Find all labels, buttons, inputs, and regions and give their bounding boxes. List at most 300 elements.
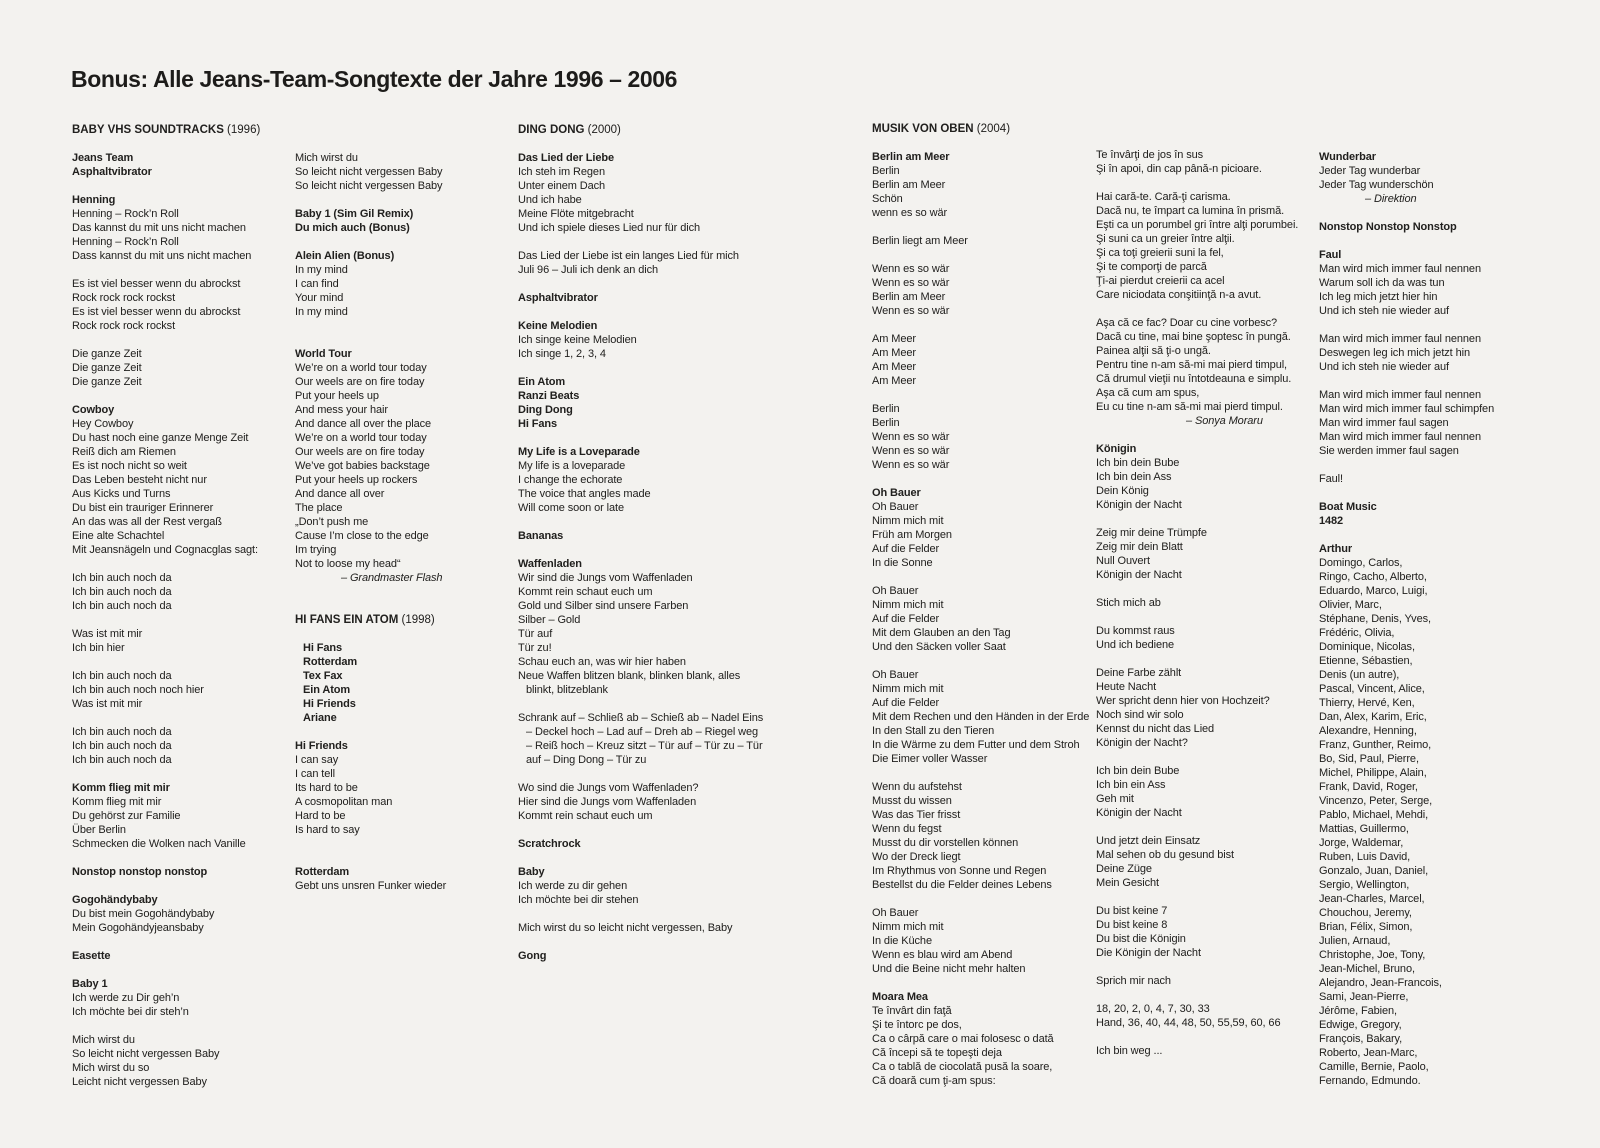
lyric-line: Te învârt din faţă [872,1005,952,1017]
lyric-line: Wenn es so wär [872,305,950,317]
lyric-line: Ich bin auch noch da [72,586,172,598]
lyric-line: Mein Gesicht [1096,877,1159,889]
lyric-line: In den Stall zu den Tieren [872,725,995,737]
lyric-line: Nonstop nonstop nonstop [72,866,208,878]
lyric-line: Rotterdam [295,866,350,878]
lyric-line: The voice that angles made [518,488,651,500]
lyric-line: World Tour [295,348,352,360]
blank-line [872,318,1107,332]
lyric-line: Nonstop Nonstop Nonstop [1319,221,1457,233]
lyric-line: Komm flieg mit mir [72,782,170,794]
lyric-line: Ariane [303,712,337,724]
lyric-line: Aus Kicks und Turns [72,488,171,500]
lyric-line: Ich singe keine Melodien [518,334,637,346]
lyric-line: Musst du wissen [872,795,952,807]
lyric-line: Will come soon or late [518,502,625,514]
lyric-line: Bananas [518,530,564,542]
lyric-line: blinkt, blitzeblank [526,684,608,696]
lyric-line: Du kommst raus [1096,625,1175,637]
lyric-line: And dance all over the place [295,418,432,430]
lyric-line: Gonzalo, Juan, Daniel, [1319,865,1429,877]
lyric-line: Du hast noch eine ganze Menge Zeit [72,432,249,444]
lyric-line: Oh Bauer [872,669,919,681]
lyric-line: I can find [295,278,339,290]
blank-line [518,543,753,557]
lyric-line: Du mich auch (Bonus) [295,222,410,234]
lyric-line: Du bist die Königin [1096,933,1186,945]
lyric-line: Sprich mir nach [1096,975,1171,987]
lyric-line: Ich bin auch noch da [72,600,172,612]
blank-line [1319,486,1554,500]
lyric-line: Ich steh im Regen [518,166,605,178]
blank-line [872,472,1107,486]
blank-line [518,823,753,837]
lyric-line: Pentru tine n-am să-mi mai pierd timpul, [1096,359,1288,371]
lyric-line: Etienne, Sébastien, [1319,655,1413,667]
lyric-line: Cause I’m close to the edge [295,530,429,542]
lyric-line: Ich bin auch noch da [72,754,172,766]
lyric-line: Tür zu! [518,642,552,654]
lyric-line: In my mind [295,306,348,318]
lyric-line: In die Wärme zu dem Futter und dem Stroh [872,739,1080,751]
lyric-line: Im trying [295,544,337,556]
lyric-line: Königin [1096,443,1137,455]
lyric-line: In die Küche [872,935,932,947]
lyric-line: Und ich steh nie wieder auf [1319,361,1449,373]
lyric-line: Berlin [872,403,900,415]
lyric-line: Und ich steh nie wieder auf [1319,305,1449,317]
lyric-line: I can tell [295,768,335,780]
lyric-line: Te învârţi de jos în sus [1096,149,1204,161]
section-title: BABY VHS SOUNDTRACKS [72,124,224,136]
lyric-line: Kommt rein schaut euch um [518,810,653,822]
lyric-line: Ding Dong [518,404,573,416]
section-title: HI FANS EIN ATOM [295,614,399,626]
lyric-line: Jeans Team [72,152,134,164]
lyric-line: My Life is a Loveparade [518,446,640,458]
lyric-line: Alejandro, Jean-Francois, [1319,977,1442,989]
lyric-line: Es ist viel besser wenn du abrockst [72,306,241,318]
blank-line [295,837,530,851]
section-year: (1998) [398,614,435,626]
section-year: (2004) [973,123,1011,135]
blank-line [872,892,1107,906]
blank-line [1319,528,1554,542]
blank-line [295,725,530,739]
blank-line [295,333,530,347]
lyric-line: Christophe, Joe, Tony, [1319,949,1426,961]
blank-line [872,388,1107,402]
lyric-line: Wo sind die Jungs vom Waffenladen? [518,782,699,794]
lyric-line: Neue Waffen blitzen blank, blinken blank, alles [518,670,741,682]
lyric-line: 1482 [1319,515,1344,527]
lyric-line: Ich bin auch noch da [72,740,172,752]
lyric-line: Hi Fans [518,418,558,430]
lyric-line: Sergio, Wellington, [1319,879,1410,891]
lyric-line: Dacă nu, te împart ca lumina în prismă. [1096,205,1285,217]
lyrics-column-musik-von-oben-continued-2 [1319,150,1554,1088]
lyric-line: Es ist noch nicht so weit [72,460,187,472]
lyric-line: I can say [295,754,339,766]
blank-line [518,697,753,711]
lyric-line: Nimm mich mit [872,683,944,695]
page-title: Bonus: Alle Jeans-Team-Songtexte der Jahre 1996 – 2006 [71,66,678,92]
lyric-line: Berlin [872,417,900,429]
lyric-line: Du bist ein trauriger Erinnerer [72,502,214,514]
lyric-line: Keine Melodien [518,320,598,332]
lyric-line: Und ich bediene [1096,639,1175,651]
lyric-line: Silber – Gold [518,614,581,626]
lyric-line: Ca o cârpă care o mai folosesc o dată [872,1033,1054,1045]
blank-line [1096,582,1331,596]
lyric-line: Put your heels up rockers [295,474,418,486]
lyric-line: Our weels are on fire today [295,376,425,388]
lyric-line: Die ganze Zeit [72,376,142,388]
lyric-line: Mich wirst du [295,152,358,164]
lyric-line: Wenn es so wär [872,277,950,289]
lyric-line: Edwige, Gregory, [1319,1019,1402,1031]
lyric-line: Că doară cum ţi-am spus: [872,1075,996,1087]
lyric-line: Rock rock rock rockst [72,320,176,332]
lyric-line: Pascal, Vincent, Alice, [1319,683,1425,695]
lyrics-column-baby-vhs-soundtracks [72,123,307,1089]
lyric-line: Musst du dir vorstellen können [872,837,1019,849]
lyric-line: Pablo, Michael, Mehdi, [1319,809,1429,821]
lyric-line: Was das Tier frisst [872,809,961,821]
blank-line [72,613,307,627]
blank-line [72,879,307,893]
lyric-line: The place [295,502,343,514]
lyric-line: Domingo, Carlos, [1319,557,1403,569]
lyric-line: Baby 1 (Sim Gil Remix) [295,208,414,220]
lyric-line: Olivier, Marc, [1319,599,1382,611]
lyric-line: And mess your hair [295,404,388,416]
lyric-line: Sami, Jean-Pierre, [1319,991,1409,1003]
lyric-line: Tür auf [518,628,553,640]
lyric-line: – Grandmaster Flash [341,572,443,584]
lyric-line: Heute Nacht [1096,681,1157,693]
lyric-line: Eine alte Schachtel [72,530,165,542]
blank-line [518,235,753,249]
lyric-line: Arthur [1319,543,1353,555]
blank-line [518,935,753,949]
blank-line [72,333,307,347]
lyric-line: My life is a loveparade [518,460,626,472]
lyric-line: Michel, Philippe, Alain, [1319,767,1427,779]
lyric-line: Stich mich ab [1096,597,1161,609]
lyric-line: Berlin am Meer [872,179,946,191]
lyric-line: Was ist mit mir [72,628,143,640]
lyric-line: Königin der Nacht? [1096,737,1188,749]
lyric-line: Asphaltvibrator [518,292,598,304]
lyric-line: Am Meer [872,347,916,359]
blank-line [72,655,307,669]
lyric-line: Berlin liegt am Meer [872,235,968,247]
blank-line [872,976,1107,990]
blank-line [518,515,753,529]
lyric-line: Că începi să te topeşti deja [872,1047,1002,1059]
blank-line [1096,652,1331,666]
lyric-line: Im Rhythmus von Sonne und Regen [872,865,1047,877]
lyric-line: Ich leg mich jetzt hier hin [1319,291,1438,303]
lyric-line: Ich werde zu Dir geh’n [72,992,180,1004]
lyric-line: Ich bin auch noch da [72,572,172,584]
lyric-line: Über Berlin [72,824,126,836]
lyric-line: Und jetzt dein Einsatz [1096,835,1201,847]
lyric-line: Alein Alien (Bonus) [295,250,395,262]
section-title: MUSIK VON OBEN [872,123,974,135]
lyric-line: Wenn du aufstehst [872,781,962,793]
lyric-line: Jeder Tag wunderbar [1319,165,1421,177]
lyric-line: And dance all over [295,488,385,500]
blank-line [1319,206,1554,220]
lyric-line: Die Eimer voller Wasser [872,753,988,765]
blank-line [1096,610,1331,624]
lyric-line: Juli 96 – Juli ich denk an dich [518,264,658,276]
lyric-line: Schrank auf – Schließ ab – Schieß ab – Nadel Eins [518,712,764,724]
blank-line [1096,176,1331,190]
lyric-line: Man wird immer faul sagen [1319,417,1449,429]
lyric-line: Man wird mich immer faul schimpfen [1319,403,1495,415]
lyric-line: Ein Atom [303,684,351,696]
lyric-line: – Deckel hoch – Lad auf – Dreh ab – Riegel weg [526,726,759,738]
lyric-line: Hand, 36, 40, 44, 48, 50, 55,59, 60, 66 [1096,1017,1281,1029]
blank-line [872,654,1107,668]
lyric-line: Easette [72,950,111,962]
lyric-line: – Direktion [1365,193,1417,205]
lyric-line: Reiß dich am Riemen [72,446,176,458]
lyric-line: Ich singe 1, 2, 3, 4 [518,348,606,360]
lyric-line: Hi Friends [303,698,356,710]
lyric-line: Ich bin hier [72,642,125,654]
lyrics-column-musik-von-oben-continued-1 [1096,148,1331,1058]
lyric-line: Care niciodata conşitiinţă n-a avut. [1096,289,1262,301]
lyric-line: In die Sonne [872,557,933,569]
lyric-line: Das kannst du mit uns nicht machen [72,222,246,234]
lyric-line: Wenn du fegst [872,823,942,835]
lyric-line: Roberto, Jean-Marc, [1319,1047,1418,1059]
lyrics-column-ding-dong [518,123,764,963]
lyric-line: Mit Jeansnägeln und Cognacglas sagt: [72,544,258,556]
lyric-line: Du gehörst zur Familie [72,810,181,822]
lyric-line: Du bist keine 8 [1096,919,1168,931]
blank-line [1096,750,1331,764]
lyric-line: Ruben, Luis David, [1319,851,1411,863]
lyric-line: Ich werde zu dir gehen [518,880,628,892]
lyric-line: Bestellst du die Felder deines Lebens [872,879,1052,891]
lyric-line: Berlin [872,165,900,177]
lyric-line: Mit dem Glauben an den Tag [872,627,1011,639]
blank-line [1096,988,1331,1002]
lyric-line: Geh mit [1096,793,1134,805]
lyric-line: – Reiß hoch – Kreuz sitzt – Tür auf – Tür zu – Tür [526,740,763,752]
lyric-line: Berlin am Meer [872,291,946,303]
lyric-line: Ich möchte bei dir stehen [518,894,639,906]
lyric-line: Komm flieg mit mir [72,796,162,808]
lyric-line: Hard to be [295,810,346,822]
lyric-line: Dein König [1096,485,1149,497]
lyric-line: Jean-Michel, Bruno, [1319,963,1415,975]
lyric-line: Auf die Felder [872,613,940,625]
blank-line [518,277,753,291]
lyric-line: So leicht nicht vergessen Baby [295,166,443,178]
blank-line [518,767,753,781]
lyric-line: Is hard to say [295,824,360,836]
lyric-line: Wir sind die Jungs vom Waffenladen [518,572,693,584]
lyric-line: Rock rock rock rockst [72,292,176,304]
lyric-line: Şi te comporţi de parcă [1096,261,1207,273]
blank-line [1319,374,1554,388]
lyric-line: Eduardo, Marco, Luigi, [1319,585,1428,597]
lyric-line: Thierry, Hervé, Ken, [1319,697,1415,709]
lyric-line: Leicht nicht vergessen Baby [72,1076,207,1088]
blank-line [1096,302,1331,316]
lyric-line: Das Lied der Liebe [518,152,615,164]
blank-line [295,599,530,613]
lyric-line: Jeder Tag wunderschön [1319,179,1434,191]
lyric-line: Meine Flöte mitgebracht [518,208,634,220]
blank-line [72,263,307,277]
lyric-line: Gold und Silber sind unsere Farben [518,600,689,612]
lyric-line: Nimm mich mit [872,515,944,527]
lyric-line: Mein Gogohändyjeansbaby [72,922,204,934]
lyric-line: Hi Friends [295,740,348,752]
lyric-line: Henning – Rock’n Roll [72,208,179,220]
lyric-line: Und ich habe [518,194,582,206]
lyric-line: Berlin am Meer [872,151,950,163]
lyric-line: Wenn es so wär [872,445,950,457]
lyric-line: Eşti ca un porumbel gri între alţi porumbei. [1096,219,1299,231]
lyric-line: Ich bin ein Ass [1096,779,1166,791]
blank-line [872,248,1107,262]
lyric-line: Ein Atom [518,376,566,388]
lyric-line: Ranzi Beats [518,390,580,402]
lyric-line: – Sonya Moraru [1186,415,1263,427]
lyric-line: Cowboy [72,404,115,416]
lyric-line: Şi în apoi, din cap până-n picioare. [1096,163,1262,175]
lyric-line: Du bist keine 7 [1096,905,1168,917]
lyric-line: Hai cară-te. Cară-ţi carisma. [1096,191,1231,203]
blank-line [295,319,530,333]
blank-line [72,851,307,865]
lyric-line: Ich bin dein Ass [1096,471,1172,483]
lyric-line: Jérôme, Fabien, [1319,1005,1397,1017]
lyric-line: Hier sind die Jungs vom Waffenladen [518,796,697,808]
lyric-line: Dass kannst du mit uns nicht machen [72,250,252,262]
lyric-line: Und den Säcken voller Saat [872,641,1006,653]
blank-line [1319,234,1554,248]
lyric-line: Ich bin dein Bube [1096,765,1180,777]
section-header [518,123,753,137]
lyric-line: We’re on a world tour today [295,432,427,444]
lyric-line: François, Bakary, [1319,1033,1403,1045]
lyric-line: Gogohändybaby [72,894,158,906]
lyric-line: Our weels are on fire today [295,446,425,458]
lyric-line: Zeig mir dein Blatt [1096,541,1183,553]
lyric-line: Was ist mit mir [72,698,143,710]
section-title: DING DONG [518,124,585,136]
lyric-line: Kommt rein schaut euch um [518,586,653,598]
lyric-line: Oh Bauer [872,907,919,919]
section-header [872,122,1107,136]
lyric-line: Că drumul vieţii nu întotdeauna e simplu. [1096,373,1292,385]
lyric-line: Dominique, Nicolas, [1319,641,1415,653]
lyric-line: Julien, Arnaud, [1319,935,1391,947]
lyric-line: So leicht nicht vergessen Baby [72,1048,220,1060]
section-year: (2000) [584,124,621,136]
lyric-line: In my mind [295,264,348,276]
lyric-line: Frank, David, Roger, [1319,781,1418,793]
lyric-line: Man wird mich immer faul nennen [1319,333,1481,345]
lyric-line: Ich bin auch noch da [72,726,172,738]
lyric-line: Eu cu tine n-am să-mi mai pierd timpul. [1096,401,1283,413]
lyric-line: wenn es so wär [872,207,948,219]
lyric-line: Şi suni ca un greier între alţii. [1096,233,1235,245]
lyric-line: Das Leben besteht nicht nur [72,474,207,486]
lyric-line: Brian, Félix, Simon, [1319,921,1413,933]
lyric-line: „Don’t push me [295,516,369,528]
lyric-line: Die Königin der Nacht [1096,947,1201,959]
blank-line [872,570,1107,584]
lyric-line: Es ist viel besser wenn du abrockst [72,278,241,290]
blank-line [72,963,307,977]
lyric-line: Und ich spiele dieses Lied nur für dich [518,222,700,234]
lyric-line: Moara Mea [872,991,928,1003]
blank-line [518,431,753,445]
lyric-line: Auf die Felder [872,697,940,709]
section-header [72,123,307,137]
lyric-line: Painea alţii să ţi-o ungă. [1096,345,1211,357]
blank-line [1096,428,1331,442]
blank-line [72,137,307,151]
lyric-line: Oh Bauer [872,487,921,499]
lyric-line: Die ganze Zeit [72,362,142,374]
blank-line [1096,820,1331,834]
lyric-line: Şi te întorc pe dos, [872,1019,962,1031]
lyrics-column-musik-von-oben [872,122,1107,1088]
lyric-line: Du bist mein Gogohändybaby [72,908,215,920]
blank-line [295,585,530,599]
lyric-line: Chouchou, Jeremy, [1319,907,1412,919]
lyric-line: Hi Fans [303,642,343,654]
lyric-line: Rotterdam [303,656,358,668]
lyric-line: Am Meer [872,333,916,345]
lyric-line: Scratchrock [518,838,581,850]
lyric-line: Wenn es so wär [872,431,950,443]
lyric-line: Mich wirst du so [72,1062,150,1074]
lyric-line: Mich wirst du [72,1034,135,1046]
lyric-line: Wo der Dreck liegt [872,851,961,863]
lyric-line: Oh Bauer [872,501,919,513]
lyric-line: Hey Cowboy [72,418,134,430]
lyric-line: Wenn es so wär [872,459,950,471]
lyric-line: We’ve got babies backstage [295,460,430,472]
lyric-line: Faul! [1319,473,1343,485]
lyric-line: Dacă cu tine, mai bine şoptesc în pungă. [1096,331,1291,343]
lyric-line: Man wird mich immer faul nennen [1319,263,1481,275]
blank-line [872,136,1107,150]
lyric-line: Man wird mich immer faul nennen [1319,389,1481,401]
lyric-line: A cosmopolitan man [295,796,393,808]
section-header [295,613,530,627]
blank-line [295,235,530,249]
lyric-line: Mit dem Rechen und den Händen in der Erde [872,711,1090,723]
lyric-line: Şi ca toţi greierii suni la fel, [1096,247,1224,259]
lyric-line: Mal sehen ob du gesund bist [1096,849,1234,861]
lyric-line: Ich bin dein Bube [1096,457,1180,469]
lyric-line: Frédéric, Olivia, [1319,627,1395,639]
lyric-line: Aşa că cum am spus, [1096,387,1200,399]
